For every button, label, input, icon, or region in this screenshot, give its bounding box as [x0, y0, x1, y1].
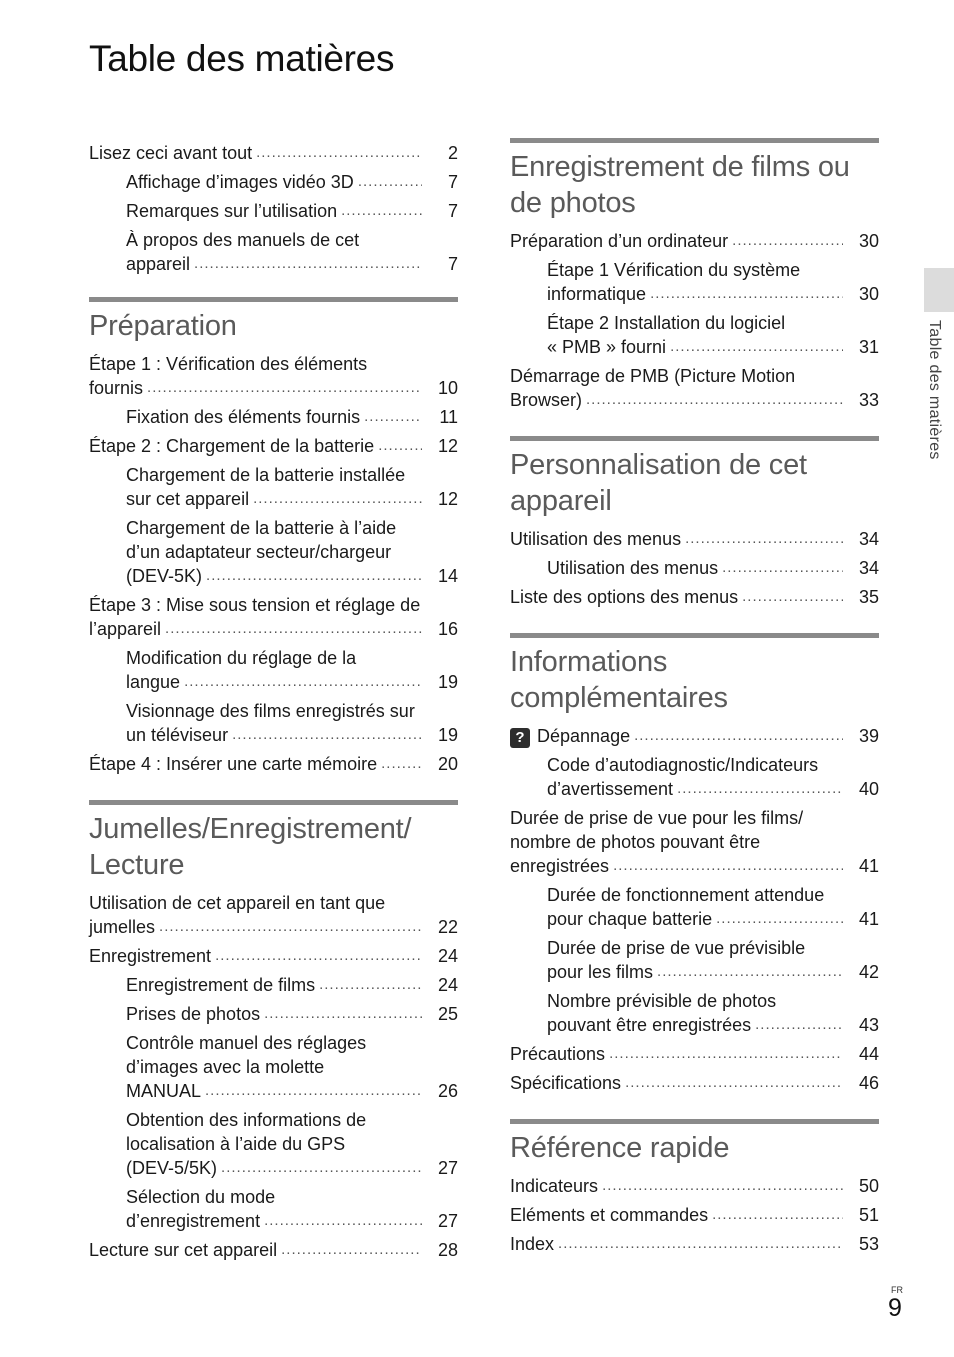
toc-entry[interactable] [89, 752, 458, 776]
dot-leader [364, 405, 422, 429]
entry-text: d’enregistrement [126, 1211, 261, 1231]
entry-text: Chargement de la batterie installée [126, 465, 406, 485]
page-ref: 44 [858, 1044, 879, 1064]
section-header [89, 800, 458, 883]
page-ref: 35 [858, 587, 879, 607]
page-ref: 34 [858, 529, 879, 549]
entry-line [547, 335, 845, 359]
toc-entry[interactable] [510, 1232, 879, 1256]
page-ref: 33 [858, 390, 879, 410]
entry-text: Durée de prise de vue prévisible [547, 938, 806, 958]
entry-text: Lisez ceci avant tout [89, 143, 253, 163]
toc-entry[interactable] [89, 1238, 458, 1262]
page-ref: 43 [858, 1015, 879, 1035]
dot-leader [716, 907, 843, 931]
dot-leader [755, 1013, 843, 1037]
entry-text: Contrôle manuel des réglages [126, 1033, 367, 1053]
page-ref: 39 [858, 726, 879, 746]
dot-leader [215, 944, 422, 968]
toc-subentry[interactable] [126, 973, 458, 997]
entry-text: informatique [547, 284, 647, 304]
toc-subentry[interactable] [126, 1108, 458, 1180]
entry-line [126, 1031, 424, 1055]
entry-text: pour chaque batterie [547, 909, 713, 929]
entry-text: Prises de photos [126, 1004, 261, 1024]
page-ref: 24 [437, 975, 458, 995]
entry-line [510, 854, 845, 878]
entry-text: Remarques sur l’utilisation [126, 201, 338, 221]
toc-subentry[interactable] [126, 199, 458, 223]
dot-leader [253, 487, 422, 511]
entry-line [126, 1156, 424, 1180]
entry-line [89, 891, 424, 915]
entry-text: un téléviseur [126, 725, 229, 745]
entry-text: nombre de photos pouvant être [510, 832, 761, 852]
entry-text: Lecture sur cet appareil [89, 1240, 278, 1260]
entry-text: Démarrage de PMB (Picture Motion [510, 366, 796, 386]
entry-line [126, 463, 424, 487]
toc-subentry[interactable] [547, 556, 879, 580]
entry-line [547, 883, 845, 907]
toc-entry[interactable] [89, 141, 458, 165]
page-ref: 20 [437, 754, 458, 774]
toc-subentry[interactable] [126, 1002, 458, 1026]
entry-text: Durée de fonctionnement attendue [547, 885, 825, 905]
help-icon: ? [510, 728, 530, 748]
toc-subentry[interactable] [547, 936, 879, 984]
toc-section [89, 800, 458, 1262]
toc-entry[interactable] [89, 352, 458, 400]
entry-line [89, 752, 424, 776]
entry-line [126, 170, 424, 194]
dot-leader [602, 1174, 843, 1198]
dot-leader [677, 777, 843, 801]
page-ref: 26 [437, 1081, 458, 1101]
toc-subentry[interactable] [126, 228, 458, 276]
entry-text: À propos des manuels de cet [126, 230, 360, 250]
entry-line [126, 1185, 424, 1209]
toc-section [510, 633, 879, 1095]
entry-text: Affichage d’images vidéo 3D [126, 172, 354, 192]
page-ref: 11 [439, 407, 458, 427]
toc-subentry[interactable] [547, 753, 879, 801]
entry-line [126, 487, 424, 511]
entry-line [547, 989, 845, 1013]
dot-leader [264, 1209, 422, 1233]
entry-line [547, 311, 845, 335]
dot-leader [221, 1156, 422, 1180]
entry-line [126, 1002, 424, 1026]
page-ref: 50 [858, 1176, 879, 1196]
entry-line [126, 1132, 424, 1156]
page-ref: 46 [858, 1073, 879, 1093]
entry-line [126, 1209, 424, 1233]
toc-entry[interactable] [510, 1071, 879, 1095]
dot-leader [358, 170, 422, 194]
entry-line [510, 1232, 845, 1256]
entry-line [510, 830, 845, 854]
entry-text: enregistrées [510, 856, 610, 876]
dot-leader [634, 724, 843, 748]
entry-line [510, 1203, 845, 1227]
page-ref: 41 [858, 856, 879, 876]
toc-section [89, 297, 458, 776]
dot-leader [378, 434, 422, 458]
dot-leader [381, 752, 422, 776]
toc-section [510, 138, 879, 412]
entry-line [510, 585, 845, 609]
page-ref: 19 [437, 672, 458, 692]
page-ref: 30 [858, 231, 879, 251]
entry-line [510, 364, 845, 388]
entry-text: (DEV-5K) [126, 566, 203, 586]
toc-subentry[interactable] [126, 170, 458, 194]
section-header [510, 138, 879, 221]
page-ref: 2 [447, 143, 458, 163]
entry-line [126, 973, 424, 997]
entry-text: Étape 4 : Insérer une carte mémoire [89, 754, 378, 774]
dot-leader [206, 564, 422, 588]
dot-leader [586, 388, 843, 412]
entry-text: « PMB » fourni [547, 337, 667, 357]
toc-section [510, 1119, 879, 1256]
entry-line [126, 516, 424, 540]
entry-line [89, 617, 424, 641]
entry-line [126, 723, 424, 747]
entry-text: Utilisation de cet appareil en tant que [89, 893, 386, 913]
dot-leader [194, 252, 422, 276]
entry-line [126, 1079, 424, 1103]
section-title: Référence rapide [510, 1132, 730, 1164]
section-title: Informations complémentaires [510, 646, 728, 714]
section-header [510, 1119, 879, 1166]
entry-line [510, 388, 845, 412]
entry-text: jumelles [89, 917, 156, 937]
toc-entry[interactable] [510, 527, 879, 551]
page-ref: 42 [858, 962, 879, 982]
toc-section [89, 141, 458, 276]
toc-entry[interactable] [510, 806, 879, 878]
entry-text: sur cet appareil [126, 489, 250, 509]
toc-subentry[interactable] [126, 405, 458, 429]
entry-text: Browser) [510, 390, 583, 410]
dot-leader [232, 723, 422, 747]
entry-text: pour les films [547, 962, 654, 982]
entry-text: Étape 2 : Chargement de la batterie [89, 436, 375, 456]
dot-leader [205, 1079, 422, 1103]
section-title: Jumelles/Enregistrement/ Lecture [89, 813, 412, 881]
entry-text: Utilisation des menus [510, 529, 682, 549]
toc-subentry[interactable] [126, 699, 458, 747]
page-ref: 27 [437, 1158, 458, 1178]
entry-line [510, 1174, 845, 1198]
language-code: FR [891, 1285, 903, 1295]
page-ref: 34 [858, 558, 879, 578]
entry-line [89, 141, 424, 165]
entry-text: Spécifications [510, 1073, 622, 1093]
entry-line [126, 228, 424, 252]
toc-subentry[interactable] [126, 1031, 458, 1103]
entry-text: Obtention des informations de [126, 1110, 367, 1130]
dot-leader [264, 1002, 422, 1026]
entry-text: Liste des options des menus [510, 587, 739, 607]
entry-text: Enregistrement [89, 946, 212, 966]
entry-line [89, 352, 424, 376]
entry-line [510, 806, 845, 830]
toc-subentry[interactable] [126, 463, 458, 511]
entry-text: Précautions [510, 1044, 606, 1064]
side-tab-marker [924, 268, 954, 312]
toc-subentry[interactable] [126, 516, 458, 588]
dot-leader [742, 585, 843, 609]
entry-text: pouvant être enregistrées [547, 1015, 752, 1035]
side-chapter-label: Table des matières [926, 320, 943, 460]
toc-subentry[interactable] [126, 646, 458, 694]
toc-right-column [510, 138, 879, 1280]
entry-text: Étape 1 Vérification du système [547, 260, 801, 280]
entry-line [547, 1013, 845, 1037]
entry-line [126, 699, 424, 723]
entry-text: l’appareil [89, 619, 162, 639]
page-number: 9 [888, 1294, 902, 1322]
entry-text: Durée de prise de vue pour les films/ [510, 808, 804, 828]
entry-line [126, 252, 424, 276]
entry-line [547, 753, 845, 777]
entry-text: Sélection du mode [126, 1187, 276, 1207]
section-header [510, 436, 879, 519]
toc-subentry[interactable] [126, 1185, 458, 1233]
dot-leader [558, 1232, 843, 1256]
entry-line [547, 556, 845, 580]
entry-text: fournis [89, 378, 144, 398]
toc-entry[interactable] [510, 585, 879, 609]
dot-leader [712, 1203, 843, 1227]
dot-leader [609, 1042, 843, 1066]
entry-line [126, 646, 424, 670]
toc-entry[interactable] [510, 1042, 879, 1066]
entry-line [89, 593, 424, 617]
entry-text: Dépannage [537, 726, 631, 746]
dot-leader [722, 556, 843, 580]
entry-line [126, 564, 424, 588]
toc-subentry[interactable] [547, 311, 879, 359]
page-ref: 7 [447, 201, 458, 221]
entry-text: Fixation des éléments fournis [126, 407, 361, 427]
page-ref: 12 [437, 436, 458, 456]
page-ref: 19 [437, 725, 458, 745]
toc-entry[interactable] [510, 364, 879, 412]
entry-line [510, 1071, 845, 1095]
dot-leader [256, 141, 422, 165]
entry-text: Nombre prévisible de photos [547, 991, 777, 1011]
entry-line [126, 1055, 424, 1079]
dot-leader [147, 376, 422, 400]
entry-line [547, 282, 845, 306]
page-ref: 40 [858, 779, 879, 799]
dot-leader [613, 854, 843, 878]
toc-subentry[interactable] [547, 258, 879, 306]
entry-text: MANUAL [126, 1081, 202, 1101]
toc-entry[interactable] [89, 593, 458, 641]
entry-line [89, 376, 424, 400]
dot-leader [625, 1071, 843, 1095]
toc-entry[interactable] [510, 1203, 879, 1227]
entry-text: appareil [126, 254, 191, 274]
section-header [510, 633, 879, 716]
dot-leader [159, 915, 422, 939]
dot-leader [657, 960, 843, 984]
toc-entry[interactable] [510, 1174, 879, 1198]
page-ref: 27 [437, 1211, 458, 1231]
dot-leader [281, 1238, 422, 1262]
entry-text: langue [126, 672, 181, 692]
entry-line [547, 258, 845, 282]
entry-line [547, 777, 845, 801]
entry-text: Eléments et commandes [510, 1205, 709, 1225]
toc-subentry[interactable] [547, 989, 879, 1037]
entry-line [510, 724, 845, 748]
toc-subentry[interactable] [547, 883, 879, 931]
dot-leader [165, 617, 422, 641]
entry-line [126, 199, 424, 223]
page-title: Table des matières [89, 38, 395, 79]
entry-line [510, 527, 845, 551]
entry-line [126, 540, 424, 564]
entry-text: Modification du réglage de la [126, 648, 357, 668]
entry-text: Index [510, 1234, 555, 1254]
dot-leader [184, 670, 422, 694]
entry-line [547, 960, 845, 984]
entry-text: d’un adaptateur secteur/chargeur [126, 542, 392, 562]
page-ref: 24 [437, 946, 458, 966]
section-header [89, 297, 458, 344]
entry-line [89, 1238, 424, 1262]
dot-leader [650, 282, 843, 306]
entry-text: Indicateurs [510, 1176, 599, 1196]
page-ref: 14 [437, 566, 458, 586]
page-ref: 25 [437, 1004, 458, 1024]
section-title: Préparation [89, 310, 237, 342]
entry-text: (DEV-5/5K) [126, 1158, 218, 1178]
page-ref: 7 [447, 254, 458, 274]
page-ref: 30 [858, 284, 879, 304]
entry-line [126, 670, 424, 694]
page-ref: 10 [437, 378, 458, 398]
entry-line [89, 434, 424, 458]
page-ref: 22 [437, 917, 458, 937]
entry-text: Étape 3 : Mise sous tension et réglage de [89, 595, 421, 615]
entry-text: d’avertissement [547, 779, 674, 799]
section-title: Enregistrement de films ou de photos [510, 151, 850, 219]
entry-text: Étape 2 Installation du logiciel [547, 313, 786, 333]
dot-leader [341, 199, 422, 223]
entry-line [510, 229, 845, 253]
entry-line [126, 1108, 424, 1132]
entry-text: Préparation d’un ordinateur [510, 231, 729, 251]
toc-section [510, 436, 879, 609]
page-ref: 53 [858, 1234, 879, 1254]
page-ref: 16 [437, 619, 458, 639]
dot-leader [732, 229, 843, 253]
entry-text: Enregistrement de films [126, 975, 316, 995]
section-title: Personnalisation de cet appareil [510, 449, 807, 517]
toc-entry[interactable] [510, 724, 879, 748]
entry-line [89, 944, 424, 968]
toc-entry[interactable] [510, 229, 879, 253]
entry-text: d’images avec la molette [126, 1057, 325, 1077]
page-ref: 41 [858, 909, 879, 929]
toc-entry[interactable] [89, 434, 458, 458]
toc-left-column [89, 141, 458, 1286]
page-ref: 7 [447, 172, 458, 192]
entry-text: Étape 1 : Vérification des éléments [89, 354, 368, 374]
dot-leader [685, 527, 843, 551]
dot-leader [670, 335, 843, 359]
entry-text: Chargement de la batterie à l’aide [126, 518, 397, 538]
dot-leader [319, 973, 422, 997]
entry-text: Visionnage des films enregistrés sur [126, 701, 415, 721]
entry-line [547, 936, 845, 960]
toc-entry[interactable] [89, 891, 458, 939]
entry-line [89, 915, 424, 939]
page-ref: 12 [437, 489, 458, 509]
entry-text: localisation à l’aide du GPS [126, 1134, 346, 1154]
page-ref: 51 [858, 1205, 879, 1225]
page-ref: 31 [858, 337, 879, 357]
page-ref: 28 [437, 1240, 458, 1260]
entry-text: Utilisation des menus [547, 558, 719, 578]
entry-line [510, 1042, 845, 1066]
entry-text: Code d’autodiagnostic/Indicateurs [547, 755, 819, 775]
toc-entry[interactable] [89, 944, 458, 968]
entry-line [547, 907, 845, 931]
entry-line [126, 405, 424, 429]
